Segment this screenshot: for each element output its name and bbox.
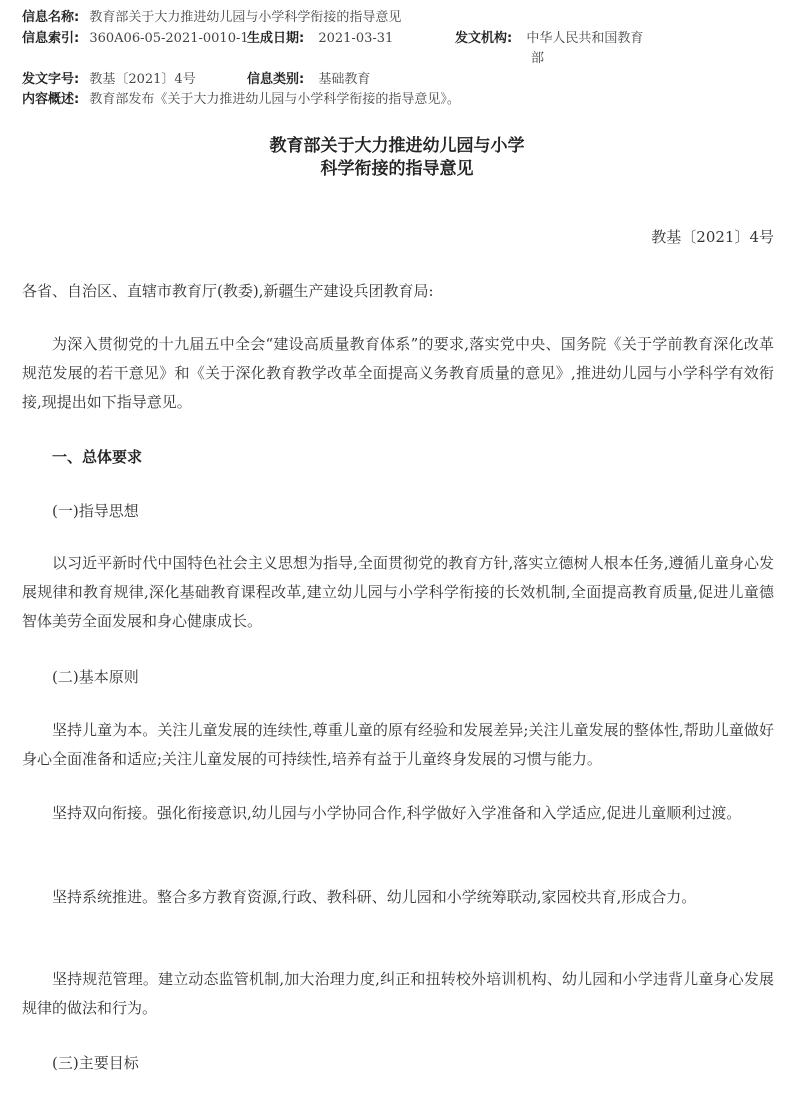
guiding-ideology-paragraph: 以习近平新时代中国特色社会主义思想为指导,全面贯彻党的教育方针,落实立德树人根本任务,遵循儿童身心发展规律和教育规律,深化基础教育课程改革,建立幼儿园与小学科学衔接的长效机制,全面提高教育质量,促进儿童德智体美劳全面发展和身心健康成长。 [22,554,774,630]
principle-two-way-connection: 坚持双向衔接。强化衔接意识,幼儿园与小学协同合作,科学做好入学准备和入学适应,促进儿童顺利过渡。 [52,804,742,822]
meta-name-value: 教育部关于大力推进幼儿园与小学科学衔接的指导意见 [89,10,402,25]
document-title-line1: 教育部关于大力推进幼儿园与小学 [269,136,525,156]
document-title-line2: 科学衔接的指导意见 [320,159,474,179]
meta-summary-value: 教育部发布《关于大力推进幼儿园与小学科学衔接的指导意见》。 [89,92,460,107]
meta-date-value: 2021-03-31 [318,31,394,46]
principle-standard-management: 坚持规范管理。建立动态监管机制,加大治理力度,纠正和扭转校外培训机构、幼儿园和小学违背儿童身心发展规律的做法和行为。 [22,970,774,1017]
meta-issuer-row [455,30,643,48]
principle-child-centered: 坚持儿童为本。关注儿童发展的连续性,尊重儿童的原有经验和发展差异;关注儿童发展的整体性,帮助儿童做好身心全面准备和适应;关注儿童发展的可持续性,培养有益于儿童终身发展的习惯与能力。 [22,721,774,768]
meta-category-row [247,71,370,89]
meta-index-value: 360A06-05-2021-0010-1 [89,31,249,46]
meta-category-label: 信息类别: [247,72,305,87]
intro-paragraph: 为深入贯彻党的十九届五中全会“建设高质量教育体系”的要求,落实党中央、国务院《关于学前教育深化改革规范发展的若干意见》和《关于深化教育教学改革全面提高义务教育质量的意见》,推进幼儿园与小学科学有效衔接,现提出如下指导意见。 [22,335,774,411]
subheading-main-goals: (三)主要目标 [52,1054,139,1072]
subheading-guiding-ideology: (一)指导思想 [52,502,139,520]
meta-category-value: 基础教育 [318,72,371,87]
meta-name-row [22,9,401,27]
meta-name-label: 信息名称: [22,10,80,25]
meta-issuer-value-line2: 部 [531,51,545,66]
meta-docno-label: 发文字号: [22,72,80,87]
meta-index-label: 信息索引: [22,31,80,46]
section-heading-overall-requirements: 一、总体要求 [52,448,143,466]
subheading-basic-principles: (二)基本原则 [52,668,139,686]
document-number: 教基〔2021〕4号 [651,228,774,246]
meta-issuer-value-cont [531,50,544,68]
meta-docno-value: 教基〔2021〕4号 [89,72,196,87]
meta-date-row [247,30,393,48]
meta-date-label: 生成日期: [247,31,305,46]
meta-issuer-value: 中华人民共和国教育 [526,31,644,46]
meta-summary-label: 内容概述: [22,92,80,107]
meta-index-row [22,30,249,48]
meta-issuer-label: 发文机构: [455,31,513,46]
addressee: 各省、自治区、直辖市教育厅(教委),新疆生产建设兵团教育局: [22,282,434,300]
meta-summary-row [22,91,460,109]
principle-systematic-advance: 坚持系统推进。整合多方教育资源,行政、教科研、幼儿园和小学统筹联动,家园校共育,形成合力。 [52,888,697,906]
meta-docno-row [22,71,196,89]
